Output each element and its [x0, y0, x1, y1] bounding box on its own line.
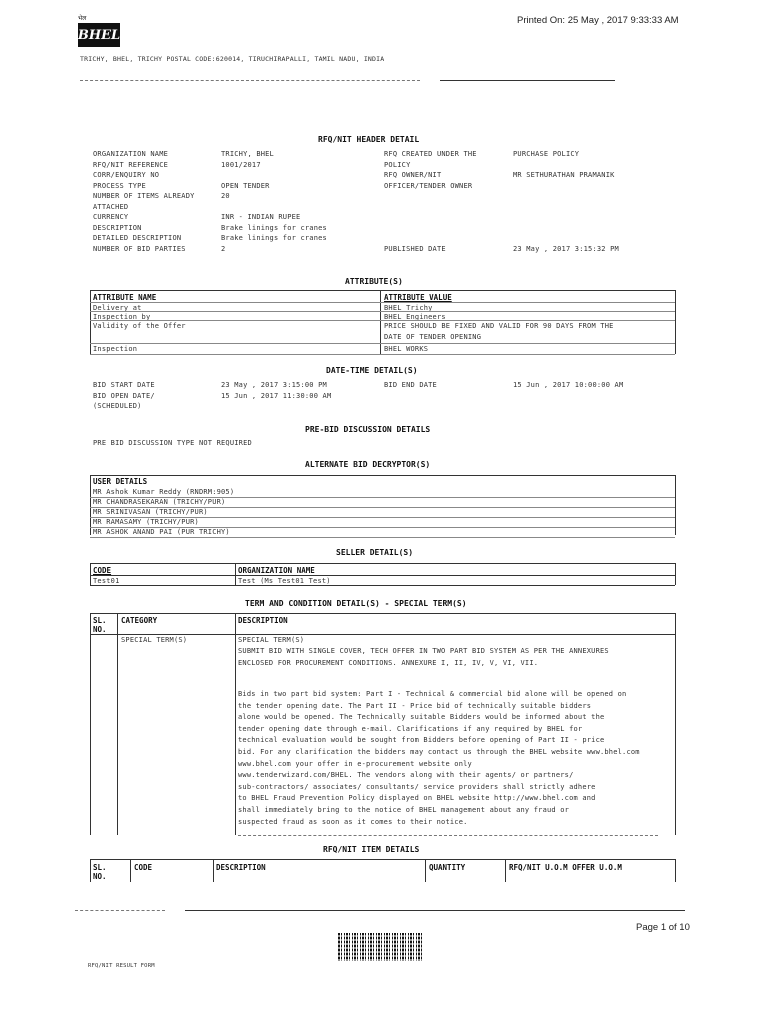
rfq-right-value: MR SETHURATHAN PRAMANIK	[513, 171, 615, 179]
decryptor-title: ALTERNATE BID DECRYPTOR(S)	[305, 460, 431, 469]
datetime-title: DATE-TIME DETAIL(S)	[326, 366, 418, 375]
terms-para-2-line: suspected fraud as soon as it comes to their notice.	[238, 817, 468, 826]
prebid-title: PRE-BID DISCUSSION DETAILS	[305, 425, 431, 434]
attribute-value-header: ATTRIBUTE VALUE	[384, 293, 452, 302]
items-code-header: CODE	[134, 863, 153, 872]
terms-para-2-line: the tender opening date. The Part II - Price bid of technically suitable bidders	[238, 701, 592, 710]
terms-para-2-line: bid. For any clarification the bidders may contact us through the BHEL website www.bhel.com	[238, 747, 640, 756]
decryptor-user: MR ASHOK ANAND PAI (PUR TRICHY)	[93, 528, 230, 536]
attribute-name-header: ATTRIBUTE NAME	[93, 293, 157, 302]
rfq-right-value: PURCHASE POLICY	[513, 150, 580, 158]
attribute-name: Inspection by	[93, 313, 151, 321]
decryptor-user: MR RAMASAMY (TRICHY/PUR)	[93, 518, 199, 526]
rfq-left-value: Brake linings for cranes	[221, 234, 327, 242]
rfq-left-label: NUMBER OF ITEMS ALREADY	[93, 192, 195, 200]
bhel-logo	[78, 14, 122, 48]
rfq-left-label: DETAILED DESCRIPTION	[93, 234, 182, 242]
terms-para-2-line: alone would be opened. The Technically suitable Bidders would be informed about the	[238, 713, 605, 722]
terms-para-2-line: tender opening date through e-mail. Clarifications if any required by BHEL for	[238, 724, 583, 733]
datetime-label: BID START DATE	[93, 381, 155, 389]
items-quantity-header: QUANTITY	[429, 863, 466, 872]
terms-para-1-line: SUBMIT BID WITH SINGLE COVER, TECH OFFER IN TWO PART BID SYSTEM AS PER THE ANNEXURES	[238, 647, 609, 655]
attribute-value: BHEL Engineers	[384, 313, 446, 321]
rfq-left-value: INR - INDIAN RUPEE	[221, 213, 301, 221]
attribute-value: BHEL WORKS	[384, 345, 429, 353]
terms-para-1-line: ENCLOSED FOR PROCUREMENT CONDITIONS. ANNEXURE I, II, IV, V, VI, VII.	[238, 658, 539, 667]
attributes-title: ATTRIBUTE(S)	[345, 277, 403, 286]
terms-title: TERM AND CONDITION DETAIL(S) - SPECIAL TERM(S)	[245, 599, 467, 608]
decryptor-user: MR Ashok Kumar Reddy (RNDRM:905)	[93, 488, 235, 496]
rfq-left-label: PROCESS TYPE	[93, 181, 146, 190]
terms-para-2	[238, 689, 640, 828]
rfq-left-label: ORGANIZATION NAME	[93, 150, 169, 158]
terms-category-header: CATEGORY	[121, 616, 158, 625]
rfq-right-label: OFFICER/TENDER OWNER	[384, 181, 473, 190]
items-title: RFQ/NIT ITEM DETAILS	[323, 845, 420, 854]
rfq-header-title: RFQ/NIT HEADER DETAIL	[318, 135, 420, 144]
rfq-left-value: TRICHY, BHEL	[221, 150, 274, 158]
seller-org: Test (Ms Test01 Test)	[238, 577, 331, 585]
rfq-left-label: NUMBER OF BID PARTIES	[93, 244, 186, 253]
page-number: Page 1 of 10	[636, 922, 690, 933]
terms-para-2-line: www.tenderwizard.com/BHEL. The vendors along with their agents/ or partners/	[238, 771, 574, 780]
datetime-value: 15 Jun , 2017 11:30:00 AM	[221, 391, 332, 400]
attribute-name: Validity of the Offer	[93, 322, 186, 330]
attribute-name: Delivery at	[93, 304, 142, 312]
items-sl-header: SL.	[93, 863, 107, 872]
terms-category: SPECIAL TERM(S)	[121, 636, 188, 644]
terms-para-2-line: Bids in two part bid system: Part I - Technical & commercial bid alone will be opened on	[238, 690, 627, 698]
terms-no-header: NO.	[93, 625, 107, 634]
terms-para-2-line: sub-contractors/ associates/ consultants/ service providers shall strictly adhere	[238, 782, 596, 791]
datetime-label: (SCHEDULED)	[93, 402, 142, 410]
rfq-left-label: ATTACHED	[93, 202, 129, 211]
rfq-left-label: RFQ/NIT REFERENCE	[93, 160, 169, 169]
rfq-left-label: DESCRIPTION	[93, 223, 142, 232]
decryptor-user: MR CHANDRASEKARAN (TRICHY/PUR)	[93, 498, 226, 506]
rfq-left-label: CORR/ENQUIRY NO	[93, 171, 160, 179]
datetime-label-2: BID END DATE	[384, 381, 437, 389]
attribute-value: BHEL Trichy	[384, 304, 433, 312]
address-line: TRICHY, BHEL, TRICHY POSTAL CODE:620014, TIRUCHIRAPALLI, TAMIL NADU, INDIA	[80, 55, 385, 63]
terms-sl-header: SL.	[93, 616, 107, 625]
footer-small-text: RFQ/NIT RESULT FORM	[88, 963, 155, 969]
printed-on: Printed On: 25 May , 2017 9:33:33 AM	[517, 15, 679, 26]
rfq-right-value: 23 May , 2017 3:15:32 PM	[513, 244, 619, 253]
rfq-right-label: POLICY	[384, 160, 411, 169]
attribute-name: Inspection	[93, 345, 138, 353]
terms-desc-head: SPECIAL TERM(S)	[238, 636, 305, 644]
datetime-label: BID OPEN DATE/	[93, 391, 155, 400]
decryptor-user: MR SRINIVASAN (TRICHY/PUR)	[93, 508, 208, 516]
rfq-right-label: RFQ OWNER/NIT	[384, 171, 442, 179]
logo-text: BHEL	[78, 23, 120, 47]
datetime-value: 23 May , 2017 3:15:00 PM	[221, 381, 327, 389]
datetime-value-2: 15 Jun , 2017 10:00:00 AM	[513, 381, 624, 389]
barcode-image	[338, 933, 424, 961]
rfq-left-value: Brake linings for cranes	[221, 223, 327, 232]
terms-para-1	[238, 646, 609, 669]
rfq-left-value: 20	[221, 192, 230, 200]
prebid-line: PRE BID DISCUSSION TYPE NOT REQUIRED	[93, 439, 252, 447]
rfq-left-value: 2	[221, 244, 226, 253]
rfq-left-value: OPEN TENDER	[221, 181, 270, 190]
rfq-right-label: RFQ CREATED UNDER THE	[384, 150, 477, 158]
logo-hindi-text: भेल	[78, 16, 87, 22]
rfq-left-value: 1001/2017	[221, 160, 261, 169]
seller-title: SELLER DETAIL(S)	[336, 548, 414, 557]
items-uom-header: RFQ/NIT U.O.M OFFER U.O.M	[509, 863, 622, 872]
seller-code: Test01	[93, 577, 120, 585]
items-description-header: DESCRIPTION	[216, 863, 266, 872]
rfq-left-label: CURRENCY	[93, 213, 129, 221]
terms-para-2-line: www.bhel.com your offer in e-procurement website only	[238, 759, 472, 768]
attribute-value: PRICE SHOULD BE FIXED AND VALID FOR 90 DAYS FROM THE	[384, 322, 614, 330]
attribute-value-cont: DATE OF TENDER OPENING	[384, 333, 482, 341]
seller-org-header: ORGANIZATION NAME	[238, 566, 315, 575]
terms-description-header: DESCRIPTION	[238, 616, 288, 625]
items-no-header: NO.	[93, 872, 107, 881]
user-details-header: USER DETAILS	[93, 477, 148, 486]
terms-para-2-line: technical evaluation would be sought from Bidders before opening of Part II - price	[238, 736, 605, 745]
terms-para-2-line: shall immediately bring to the notice of BHEL management about any fraud or	[238, 805, 570, 814]
rfq-right-label: PUBLISHED DATE	[384, 244, 446, 253]
terms-para-2-line: to BHEL Fraud Prevention Policy displayed on BHEL website http://www.bhel.com and	[238, 794, 596, 803]
seller-code-header: CODE	[93, 566, 112, 575]
